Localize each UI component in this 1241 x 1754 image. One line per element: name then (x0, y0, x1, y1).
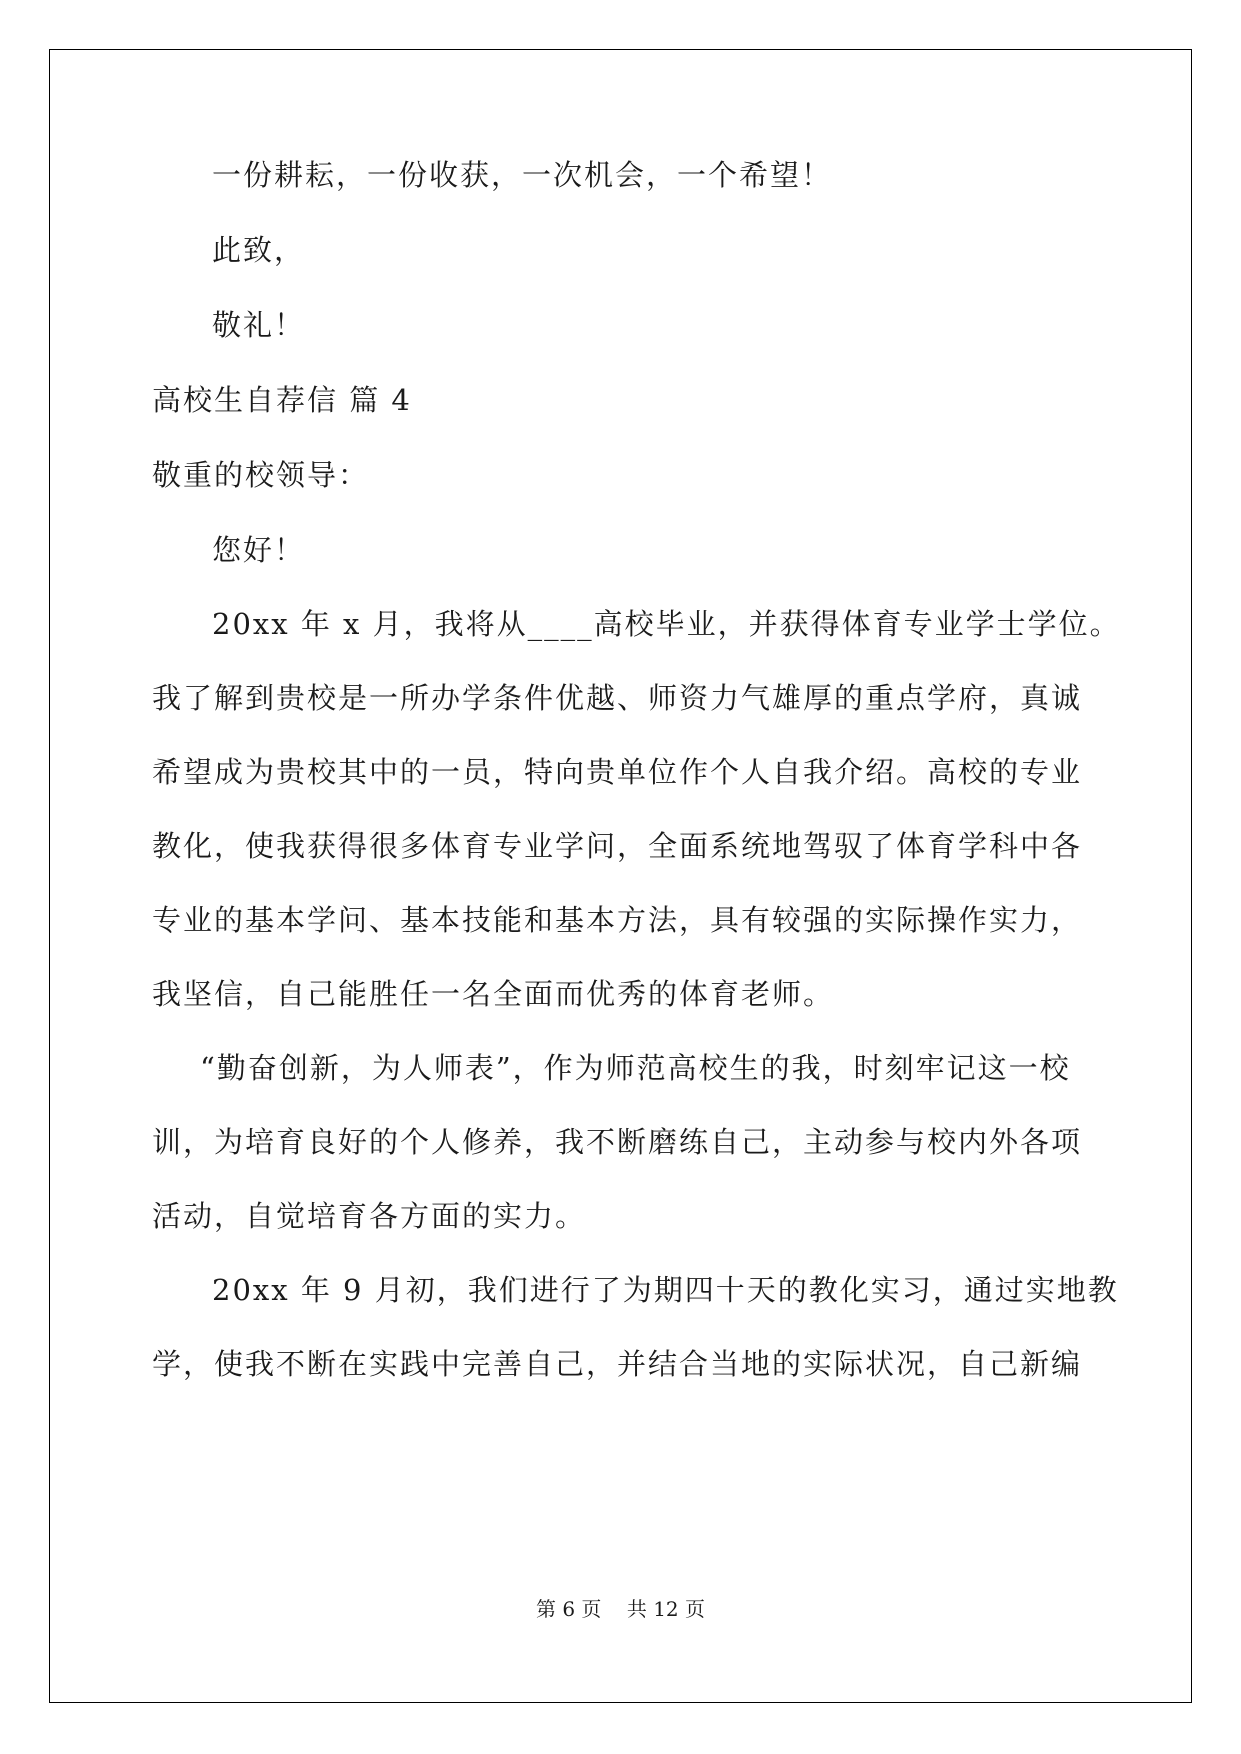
greeting-line: 您好！ (212, 533, 306, 567)
paragraph-line: “勤奋创新，为人师表”，作为师范高校生的我，时刻牢记这一校 (200, 1051, 1071, 1085)
paragraph-line: 学，使我不断在实践中完善自己，并结合当地的实际状况，自己新编 (152, 1347, 1083, 1381)
page-border (49, 49, 1192, 1703)
regards-line: 敬礼！ (212, 308, 306, 342)
paragraph-line: 教化，使我获得很多体育专业学问，全面系统地驾驭了体育学科中各 (152, 829, 1083, 863)
closing-line: 一份耕耘，一份收获，一次机会，一个希望！ (212, 158, 833, 192)
page-number-footer: 第 6 页 共 12 页 (535, 1597, 706, 1621)
addressee-line: 敬重的校领导： (152, 458, 370, 492)
paragraph-line: 希望成为贵校其中的一员，特向贵单位作个人自我介绍。高校的专业 (152, 755, 1083, 789)
paragraph-line: 活动，自觉培育各方面的实力。 (152, 1199, 587, 1233)
paragraph-line: 训，为培育良好的个人修养，我不断磨练自己，主动参与校内外各项 (152, 1125, 1083, 1159)
section-heading: 高校生自荐信 篇 4 (152, 383, 412, 417)
paragraph-line: 我了解到贵校是一所办学条件优越、师资力气雄厚的重点学府，真诚 (152, 681, 1083, 715)
paragraph-line: 20xx 年 9 月初，我们进行了为期四十天的教化实习，通过实地教 (212, 1273, 1119, 1307)
paragraph-line: 专业的基本学问、基本技能和基本方法，具有较强的实际操作实力， (152, 903, 1083, 937)
paragraph-line: 我坚信，自己能胜任一名全面而优秀的体育老师。 (152, 977, 835, 1011)
salutation-line: 此致， (212, 233, 306, 267)
paragraph-line: 20xx 年 x 月，我将从____高校毕业，并获得体育专业学士学位。 (212, 607, 1121, 641)
